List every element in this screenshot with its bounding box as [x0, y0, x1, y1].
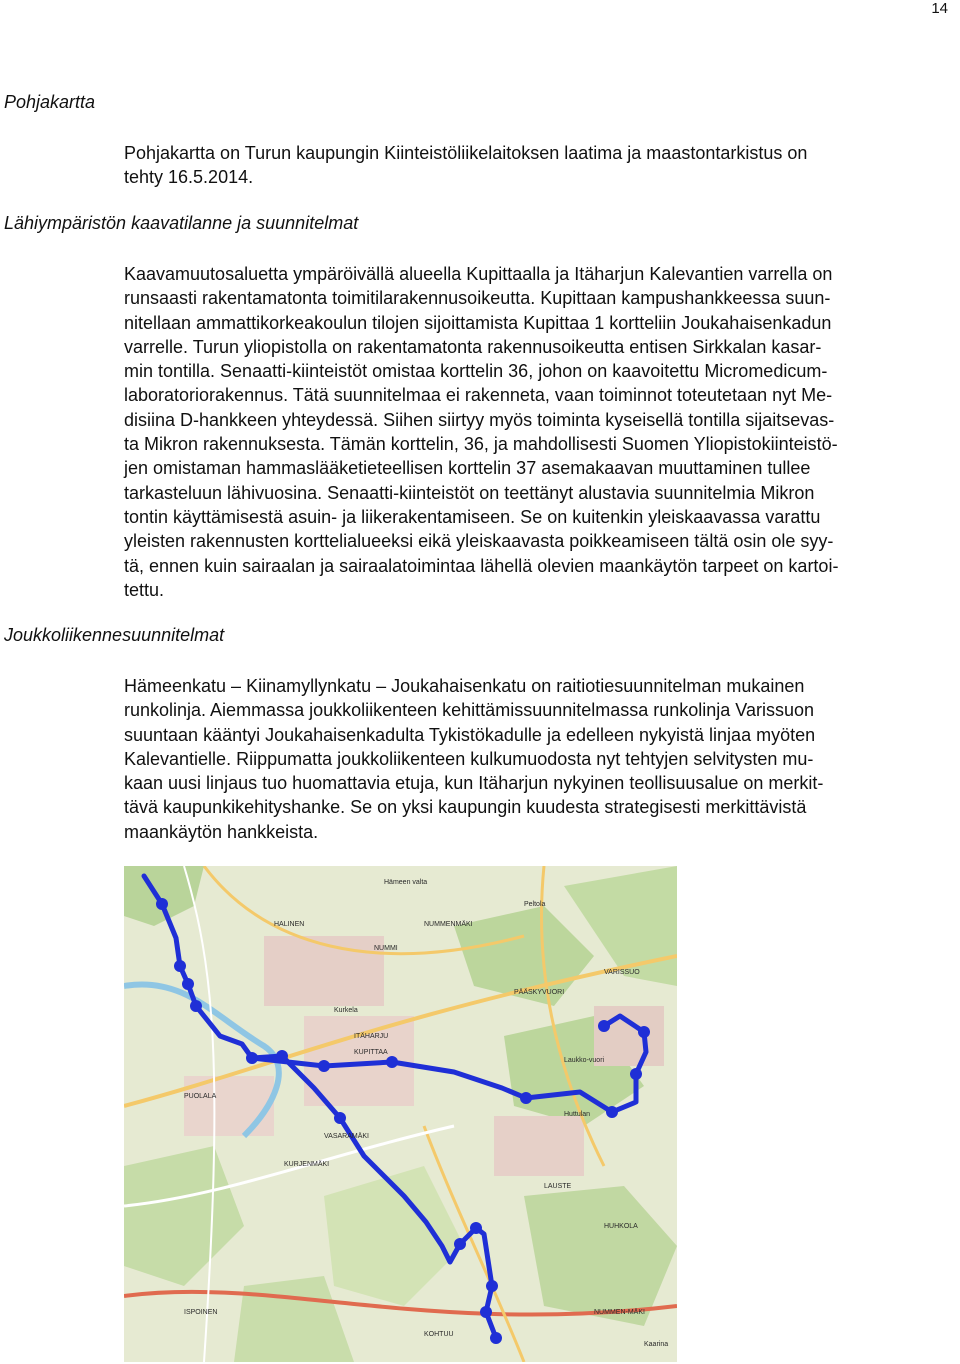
text-line: Pohjakartta on Turun kaupungin Kiinteistöliikelaitoksen laatima ja maastontarkistus on	[124, 143, 808, 163]
text-line: nitellaan ammattikorkeakoulun tilojen sijoittamista Kupittaa 1 kortteliin Joukahaisenkadun	[124, 312, 832, 333]
text-line: ta Mikron rakennuksesta. Tämän korttelin, 36, ja mahdollisesti Suomen Yliopistokiinteistö-	[124, 434, 838, 455]
route-stop	[630, 1068, 642, 1080]
urban-block	[264, 936, 384, 1006]
map-place-label: KURJENMÄKI	[284, 1161, 330, 1168]
text-line: kaan uusi linjaus tuo huomattavia etuja, kun Itäharjun nykyinen teollisuusalue on merkit-	[124, 773, 824, 794]
route-stop	[156, 898, 168, 910]
text-line: tontin käyttämisestä asuin- ja liikerakentamiseen. Se on kuitenkin yleiskaavassa varattu	[124, 506, 821, 527]
text-line: tettu.	[124, 579, 165, 600]
map-place-label: HALINEN	[274, 921, 305, 928]
map-place-label: Kurkela	[334, 1007, 358, 1014]
route-stop	[454, 1238, 466, 1250]
text-line: tä, ennen kuin sairaalan ja sairaalatoimintaa lähellä olevien maankäytön tarpeet on kartoi-	[124, 555, 839, 576]
route-stop	[190, 1000, 202, 1012]
route-map	[124, 866, 677, 1362]
text-line: tehty 16.5.2014.	[124, 167, 254, 188]
route-stop	[174, 960, 186, 972]
heading-joukkoliikenne: Joukkoliikennesuunnitelmat	[4, 625, 225, 645]
text-line: disiina D-hankkeen yhteydessä. Siihen siirtyy myös toiminta kyseisellä tontilla sijaitsevas-	[124, 409, 835, 430]
text-line: laboratoriorakennus. Tätä suunnitelmaa ei rakenneta, vaan toiminnot toteutetaan nyt Me-	[124, 385, 833, 406]
map-place-label: Hämeen valta	[384, 879, 428, 886]
map-place-label: KOHTUU	[424, 1331, 454, 1338]
heading-pohjakartta: Pohjakartta	[4, 92, 96, 112]
paragraph-joukkoliikenne	[124, 674, 924, 844]
route-stop	[486, 1280, 498, 1292]
text-line: jen omistaman hammaslääketieteellisen korttelin 37 asemakaavan muuttaminen tullee	[124, 458, 811, 479]
route-stop	[276, 1050, 288, 1062]
map-place-label: PUOLALA	[184, 1093, 217, 1100]
route-stop	[182, 978, 194, 990]
route-map-svg	[124, 866, 677, 1362]
text-line: suuntaan kääntyi Joukahaisenkadulta Tykistökadulle ja edelleen nykyistä linjaa myöten	[124, 724, 816, 745]
map-place-label: NUMMENMÄKI	[424, 921, 473, 928]
map-place-label: PÄÄSKYVUORI	[514, 989, 565, 996]
text-line: Kaavamuutosaluetta ympäröivällä alueella Kupittaalla ja Itäharjun Kalevantien varrella on	[124, 264, 833, 284]
text-line: Kalevantielle. Riippumatta joukkoliikenteen kulkumuodosta nyt tehtyjen selvitysten mu-	[124, 748, 814, 769]
text-line: maankäytön hankkeista.	[124, 821, 319, 842]
map-place-label: Laukko-vuori	[564, 1057, 605, 1064]
map-place-label: Peltola	[524, 901, 546, 908]
text-line: Hämeenkatu – Kiinamyllynkatu – Joukahaisenkatu on raitiotiesuunnitelman mukainen	[124, 676, 805, 696]
text-line: varrelle. Turun yliopistolla on rakentamatonta rakennusoikeutta entisen Sirkkalan kasar-	[124, 336, 822, 357]
route-stop	[470, 1222, 482, 1234]
route-stop	[598, 1020, 610, 1032]
page-number: 14	[931, 0, 948, 17]
urban-block	[494, 1116, 584, 1176]
text-line: tarkasteluun lähivuosina. Senaatti-kiinteistöt on teettänyt alustavia suunnitelmia Mikron	[124, 482, 815, 503]
map-place-label: ISPOINEN	[184, 1309, 218, 1316]
map-place-label: ITÄHARJU	[354, 1033, 389, 1040]
route-stop	[606, 1106, 618, 1118]
urban-block	[594, 1006, 664, 1066]
map-place-label: Huttulan	[564, 1111, 591, 1118]
text-line: yleisten rakennusten korttelialueeksi eikä yleiskaavasta poikkeamiseen tältä osin ole syy-	[124, 531, 834, 552]
route-stop	[386, 1056, 398, 1068]
route-stop	[246, 1052, 258, 1064]
map-place-label: KUPITTAA	[354, 1049, 388, 1056]
map-place-label: LAUSTE	[544, 1183, 572, 1190]
map-place-label: HUHKOLA	[604, 1223, 638, 1230]
text-line: min tontilla. Senaatti-kiinteistöt omistaa korttelin 36, johon on kaavoitettu Micromedicum-	[124, 361, 828, 382]
map-place-label: Kaarina	[644, 1341, 669, 1348]
route-stop	[638, 1026, 650, 1038]
route-stop	[520, 1092, 532, 1104]
route-stop	[490, 1332, 502, 1344]
map-place-label: VASARAMÄKI	[324, 1133, 369, 1140]
paragraph-kaavatilanne	[124, 262, 924, 602]
text-line: tävä kaupunkikehityshanke. Se on yksi kaupungin kuudesta strategisesti merkittävistä	[124, 797, 807, 818]
route-stop	[318, 1060, 330, 1072]
text-line: runkolinja. Aiemmassa joukkoliikenteen kehittämissuunnitelmassa runkolinja Varissuon	[124, 700, 815, 721]
route-stop	[334, 1112, 346, 1124]
map-place-label: VARISSUO	[604, 969, 640, 976]
heading-kaavatilanne: Lähiympäristön kaavatilanne ja suunnitelmat	[4, 213, 359, 233]
route-stop	[480, 1306, 492, 1318]
paragraph-pohjakartta	[124, 141, 924, 190]
map-place-label: NUMMI	[374, 945, 398, 952]
map-place-label: NUMMEN-MÄKI	[594, 1309, 645, 1316]
text-line: runsaasti rakentamatonta toimitilarakennusoikeutta. Kupittaan kampushankkeessa suun-	[124, 288, 831, 309]
